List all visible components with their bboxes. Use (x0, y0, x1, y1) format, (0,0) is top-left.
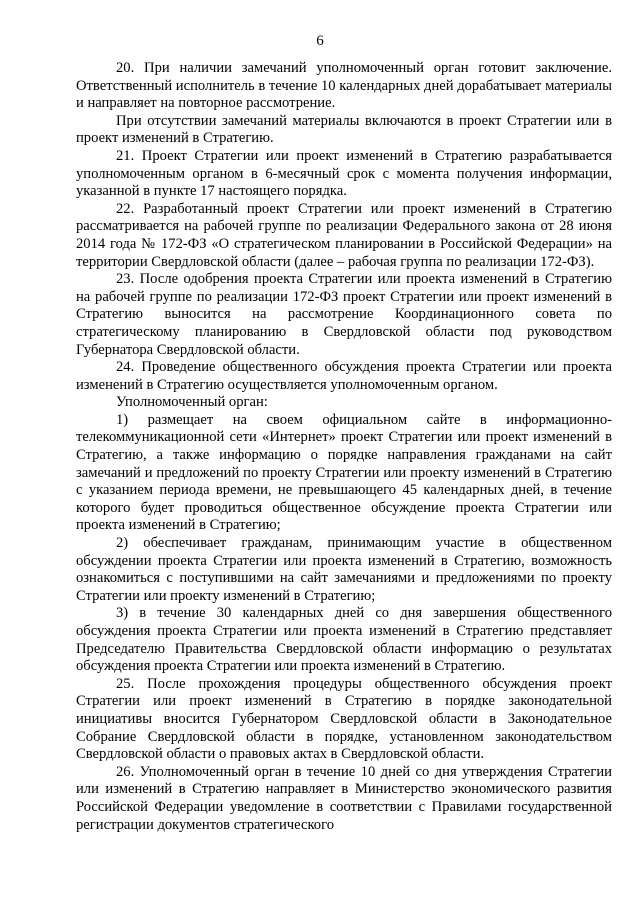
paragraph-item-1: 1) размещает на своем официальном сайте в информационно-телекоммуникационной сети «Интернет» проект Стратегии или проект изменений в Стратегию, а также информацию о порядке направления гражданами на сайт замечаний и предложений по проекту Стратегии или проекту изменений в Стратегию с указанием периода времени, не превышающего 45 календарных дней, в течение которого будет проводиться общественное обсуждение проекта Стратегии или проекта изменений в Стратегию; (76, 411, 612, 534)
paragraph-23: 23. После одобрения проекта Стратегии или проекта изменений в Стратегию на рабочей группе по реализации 172-ФЗ проект Стратегии или проект изменений в Стратегию выносится на рассмотрение Координационного совета по стратегическому планированию в Свердловской области под руководством Губернатора Свердловской области. (76, 271, 612, 358)
page-number: 6 (316, 33, 324, 49)
paragraph-item-3: 3) в течение 30 календарных дней со дня завершения общественного обсуждения проекта Стратегии или проекта изменений в Стратегию представляет Председателю Правительства Свердловской области информацию о результатах обсуждения проекта Стратегии или проекта изменений в Стратегию. (76, 605, 612, 675)
paragraph-no-remarks: При отсутствии замечаний материалы включаются в проект Стратегии или в проект изменений в Стратегию. (76, 112, 612, 147)
paragraph-21: 21. Проект Стратегии или проект изменений в Стратегию разрабатывается уполномоченным органом в 6-месячный срок с момента получения информации, указанной в пункте 17 настоящего порядка. (76, 147, 612, 200)
paragraph-item-2: 2) обеспечивает гражданам, принимающим участие в общественном обсуждении проекта Стратегии или проекта изменений в Стратегию, возможность ознакомиться с поступившими на сайт замечаниями и предложениями по проекту Стратегии или проекту изменений в Стратегию; (76, 535, 612, 604)
document-body (76, 60, 612, 834)
paragraph-authorized-body: Уполномоченный орган: (116, 394, 268, 411)
paragraph-26: 26. Уполномоченный орган в течение 10 дней со дня утверждения Стратегии или изменений в Стратегию направляет в Министерство экономического развития Российской Федерации уведомление в соответствии с Правилами государственной регистрации документов стратегического (76, 763, 612, 833)
paragraph-22: 22. Разработанный проект Стратегии или проект изменений в Стратегию рассматривается на рабочей группе по реализации Федерального закона от 28 июня 2014 года № 172-ФЗ «О стратегическом планировании в Российской Федерации» на территории Свердловской области (далее – рабочая группа по реализации 172-ФЗ). (76, 200, 612, 270)
paragraph-20: 20. При наличии замечаний уполномоченный орган готовит заключение. Ответственный исполнитель в течение 10 календарных дней дорабатывает материалы и направляет на повторное рассмотрение. (76, 60, 612, 112)
paragraph-24: 24. Проведение общественного обсуждения проекта Стратегии или проекта изменений в Стратегию осуществляется уполномоченным органом. (76, 359, 612, 393)
paragraph-25: 25. После прохождения процедуры общественного обсуждения проект Стратегии или проект изменений в Стратегию в порядке законодательной инициативы вносится Губернатором Свердловской области в Законодательное Собрание Свердловской области в порядке, установленном законодательством Свердловской области о правовых актах в Свердловской области. (76, 675, 612, 763)
